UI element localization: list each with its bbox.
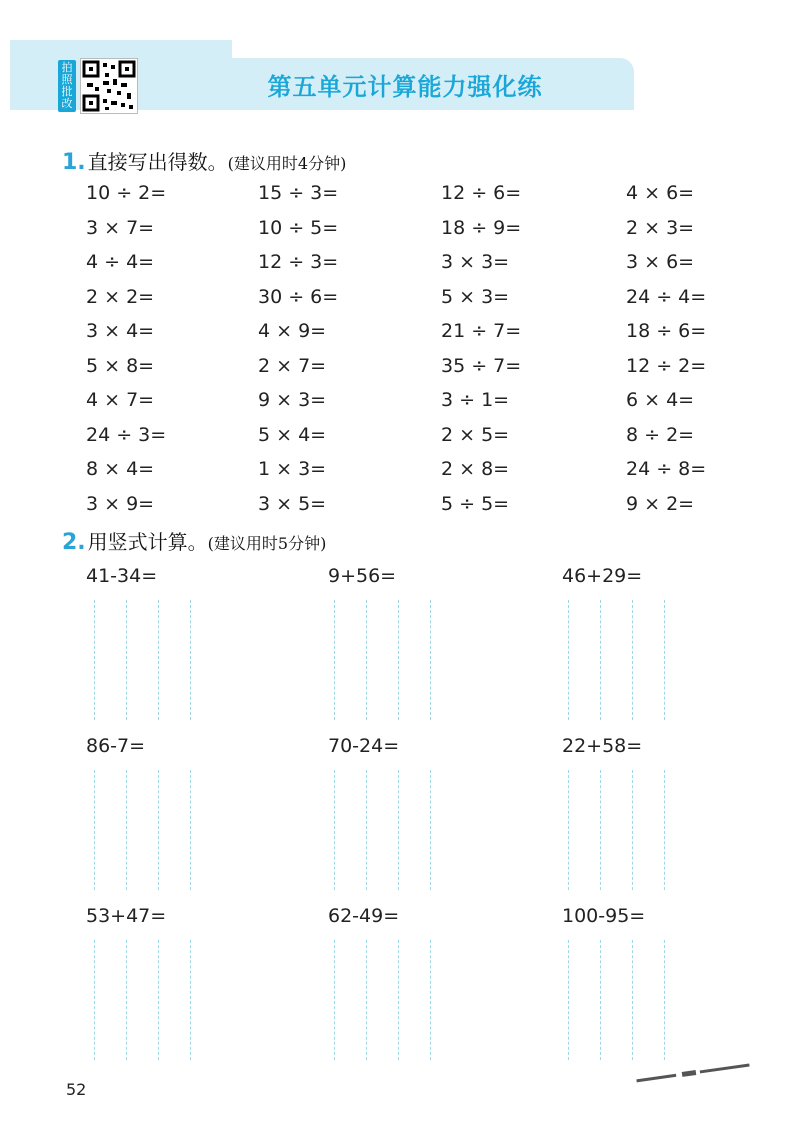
calc-item: 12 ÷ 3= (258, 251, 339, 273)
calc-item: 5 × 8= (86, 354, 155, 377)
calc-item: 24 ÷ 4= (626, 285, 707, 308)
time-hint: (建议用时4分钟) (227, 154, 347, 173)
vertical-calc-problem: 70-24= (328, 735, 400, 757)
working-area-guides (326, 940, 430, 1060)
calc-item: 21 ÷ 7= (441, 320, 522, 342)
working-area-guides (86, 770, 190, 890)
working-area-guides (86, 600, 190, 720)
vertical-calc-problem: 41-34= (86, 565, 158, 587)
calc-item: 3 × 5= (258, 492, 327, 515)
calc-item: 24 ÷ 3= (86, 423, 167, 446)
calc-item: 10 ÷ 5= (258, 216, 339, 239)
time-hint: (建议用时5分钟) (207, 534, 327, 553)
calc-item: 1 × 3= (258, 458, 327, 480)
calc-item: 8 ÷ 2= (626, 423, 695, 446)
calc-item: 9 × 3= (258, 389, 327, 411)
calc-item: 4 × 7= (86, 389, 155, 411)
footer-watermark-icon (636, 1058, 757, 1089)
section-number: 2. (62, 530, 86, 555)
tag-char: 拍 (61, 61, 73, 74)
tag-char: 批 (61, 85, 73, 98)
working-area-guides (560, 770, 664, 890)
calc-item: 3 × 9= (86, 492, 155, 515)
calc-item: 2 × 2= (86, 285, 155, 308)
calc-item: 30 ÷ 6= (258, 285, 339, 308)
calc-item: 5 × 4= (258, 423, 327, 446)
calc-item: 3 ÷ 1= (441, 389, 510, 411)
vertical-calc-problem: 46+29= (562, 565, 643, 587)
calc-item: 3 × 6= (626, 251, 695, 273)
calc-item: 2 × 5= (441, 423, 510, 446)
vertical-calc-problem: 9+56= (328, 565, 397, 587)
page-title: 第五单元计算能力强化练 (267, 72, 543, 101)
tag-char: 改 (61, 97, 73, 110)
vertical-calc-problem: 100-95= (562, 905, 646, 927)
calc-item: 12 ÷ 2= (626, 354, 707, 377)
section-title: 直接写出得数。 (87, 150, 228, 174)
calc-item: 10 ÷ 2= (86, 182, 167, 204)
page-number: 52 (66, 1080, 87, 1099)
vertical-calc-problem: 86-7= (86, 735, 146, 757)
calc-item: 3 × 3= (441, 251, 510, 273)
working-area-guides (326, 600, 430, 720)
calc-item: 4 × 9= (258, 320, 327, 342)
section-number: 1. (62, 150, 86, 175)
vertical-calc-problem: 62-49= (328, 905, 400, 927)
calc-item: 3 × 7= (86, 216, 155, 239)
section-title: 用竖式计算。 (87, 530, 208, 554)
vertical-calc-problem: 22+58= (562, 735, 643, 757)
calc-item: 6 × 4= (626, 389, 695, 411)
calc-item: 2 × 8= (441, 458, 510, 480)
section-2-heading (62, 526, 326, 555)
working-area-guides (326, 770, 430, 890)
calc-item: 2 × 3= (626, 216, 695, 239)
calc-item: 5 ÷ 5= (441, 492, 510, 515)
calc-item: 35 ÷ 7= (441, 354, 522, 377)
calc-item: 5 × 3= (441, 285, 510, 308)
title-banner (176, 58, 634, 110)
calc-item: 15 ÷ 3= (258, 182, 339, 204)
calc-item: 8 × 4= (86, 458, 155, 480)
calc-item: 18 ÷ 9= (441, 216, 522, 239)
photo-grading-tag[interactable] (58, 60, 76, 112)
calc-item: 18 ÷ 6= (626, 320, 707, 342)
calc-item: 3 × 4= (86, 320, 155, 342)
oral-calculation-grid (86, 176, 746, 521)
section-1-heading (62, 146, 346, 175)
working-area-guides (86, 940, 190, 1060)
calc-item: 12 ÷ 6= (441, 182, 522, 204)
qr-code-icon[interactable] (80, 58, 138, 114)
working-area-guides (560, 940, 664, 1060)
tag-char: 照 (61, 73, 73, 86)
working-area-guides (560, 600, 664, 720)
calc-item: 9 × 2= (626, 492, 695, 515)
calc-item: 4 × 6= (626, 182, 695, 204)
calc-item: 4 ÷ 4= (86, 251, 155, 273)
vertical-calc-problem: 53+47= (86, 905, 167, 927)
calc-item: 2 × 7= (258, 354, 327, 377)
calc-item: 24 ÷ 8= (626, 458, 707, 480)
